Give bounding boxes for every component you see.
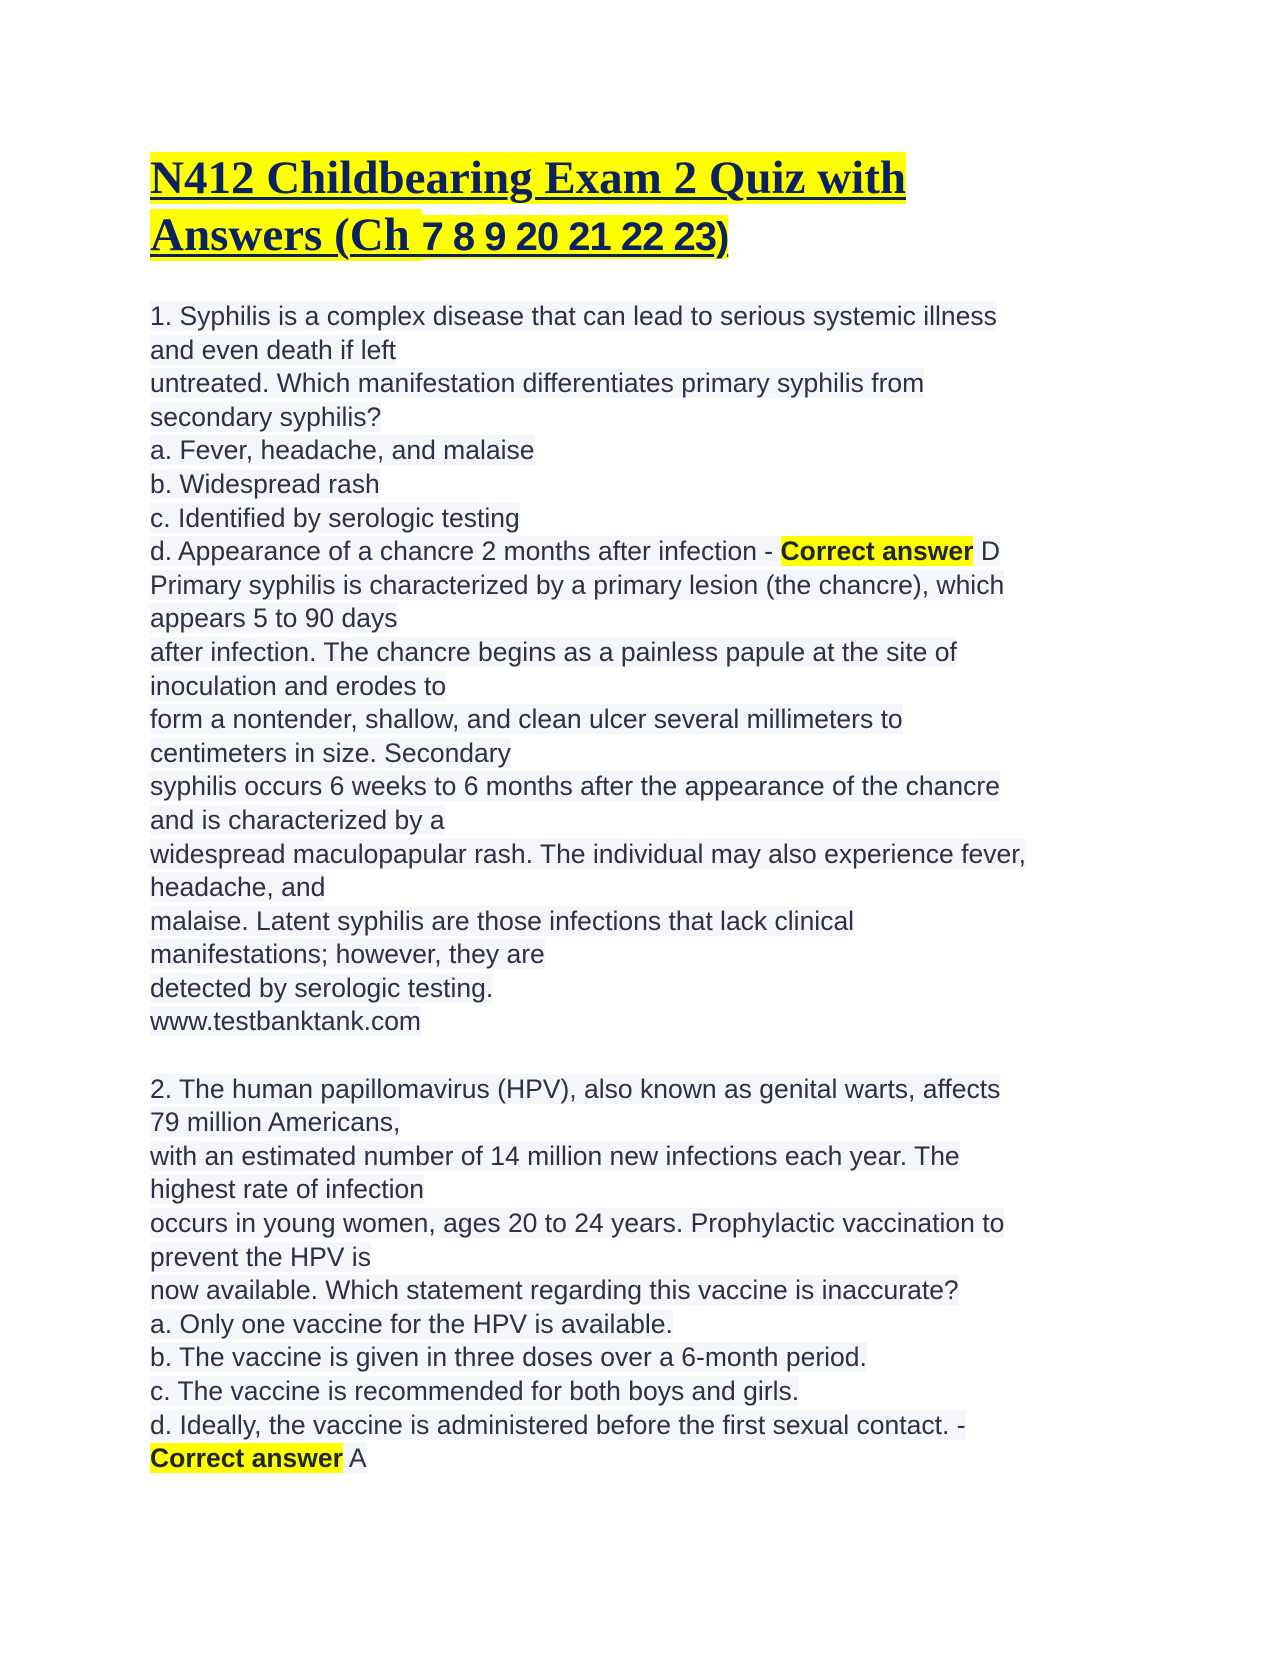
rationale-line: appears 5 to 90 days bbox=[150, 603, 398, 634]
rationale-line: detected by serologic testing. bbox=[150, 972, 494, 1003]
title-line-2-serif: Answers (Ch bbox=[150, 209, 422, 261]
option-d: d. Appearance of a chancre 2 months after infection - Correct answer D bbox=[150, 536, 1000, 567]
question-text-line: untreated. Which manifestation differentiates primary syphilis from bbox=[150, 368, 925, 399]
rationale-line: malaise. Latent syphilis are those infections that lack clinical bbox=[150, 905, 855, 936]
rationale-line: widespread maculopapular rash. The individual may also experience fever, bbox=[150, 838, 1026, 869]
option-c: c. The vaccine is recommended for both boys and girls. bbox=[150, 1376, 800, 1406]
question-text-line: prevent the HPV is bbox=[150, 1241, 371, 1272]
title-line-1: N412 Childbearing Exam 2 Quiz with bbox=[150, 152, 906, 204]
question-text-line: 79 million Americans, bbox=[150, 1107, 401, 1138]
title-line-2-chapters: 7 8 9 20 21 22 23) bbox=[421, 215, 729, 259]
question-text-line: secondary syphilis? bbox=[150, 401, 382, 432]
question-text-line: occurs in young women, ages 20 to 24 years. Prophylactic vaccination to bbox=[150, 1208, 1005, 1239]
option-c: c. Identified by serologic testing bbox=[150, 502, 520, 533]
correct-answer-value: D bbox=[973, 536, 1000, 567]
correct-answer-label: Correct answer bbox=[150, 1443, 343, 1474]
rationale-line: after infection. The chancre begins as a painless papule at the site of bbox=[150, 636, 957, 667]
question-2 bbox=[150, 1073, 1026, 1476]
answer-line bbox=[150, 1442, 1026, 1476]
rationale-line: inoculation and erodes to bbox=[150, 670, 447, 701]
option-b: b. Widespread rash bbox=[150, 468, 380, 499]
rationale-line: centimeters in size. Secondary bbox=[150, 737, 511, 768]
question-text-line: 2. The human papillomavirus (HPV), also known as genital warts, affects bbox=[150, 1073, 1001, 1104]
source-url: www.testbanktank.com bbox=[150, 1006, 422, 1037]
rationale-line: headache, and bbox=[150, 872, 326, 903]
option-a: a. Only one vaccine for the HPV is available. bbox=[150, 1308, 673, 1339]
rationale-line: form a nontender, shallow, and clean ulcer several millimeters to bbox=[150, 704, 903, 735]
question-text-line: with an estimated number of 14 million new infections each year. The bbox=[150, 1140, 960, 1171]
rationale-line: Primary syphilis is characterized by a primary lesion (the chancre), which bbox=[150, 569, 1005, 600]
question-text-line: and even death if left bbox=[150, 334, 397, 365]
question-text-line: highest rate of infection bbox=[150, 1174, 425, 1205]
option-a: a. Fever, headache, and malaise bbox=[150, 435, 535, 466]
rationale-line: syphilis occurs 6 weeks to 6 months after the appearance of the chancre bbox=[150, 771, 1000, 802]
document-page bbox=[150, 150, 1150, 1474]
document-title bbox=[150, 150, 1150, 266]
question-text-line: now available. Which statement regarding this vaccine is inaccurate? bbox=[150, 1275, 959, 1306]
rationale-line: manifestations; however, they are bbox=[150, 939, 545, 970]
option-d: d. Ideally, the vaccine is administered before the first sexual contact. - bbox=[150, 1409, 966, 1440]
rationale-line: and is characterized by a bbox=[150, 804, 445, 835]
question-text-line: 1. Syphilis is a complex disease that can lead to serious systemic illness bbox=[150, 301, 997, 331]
document-body bbox=[150, 300, 1026, 1476]
correct-answer-label: Correct answer bbox=[780, 536, 974, 567]
spacer bbox=[150, 1039, 1026, 1073]
question-1 bbox=[150, 300, 1026, 1039]
correct-answer-value: A bbox=[342, 1443, 367, 1474]
option-b: b. The vaccine is given in three doses over a 6-month period. bbox=[150, 1342, 867, 1373]
